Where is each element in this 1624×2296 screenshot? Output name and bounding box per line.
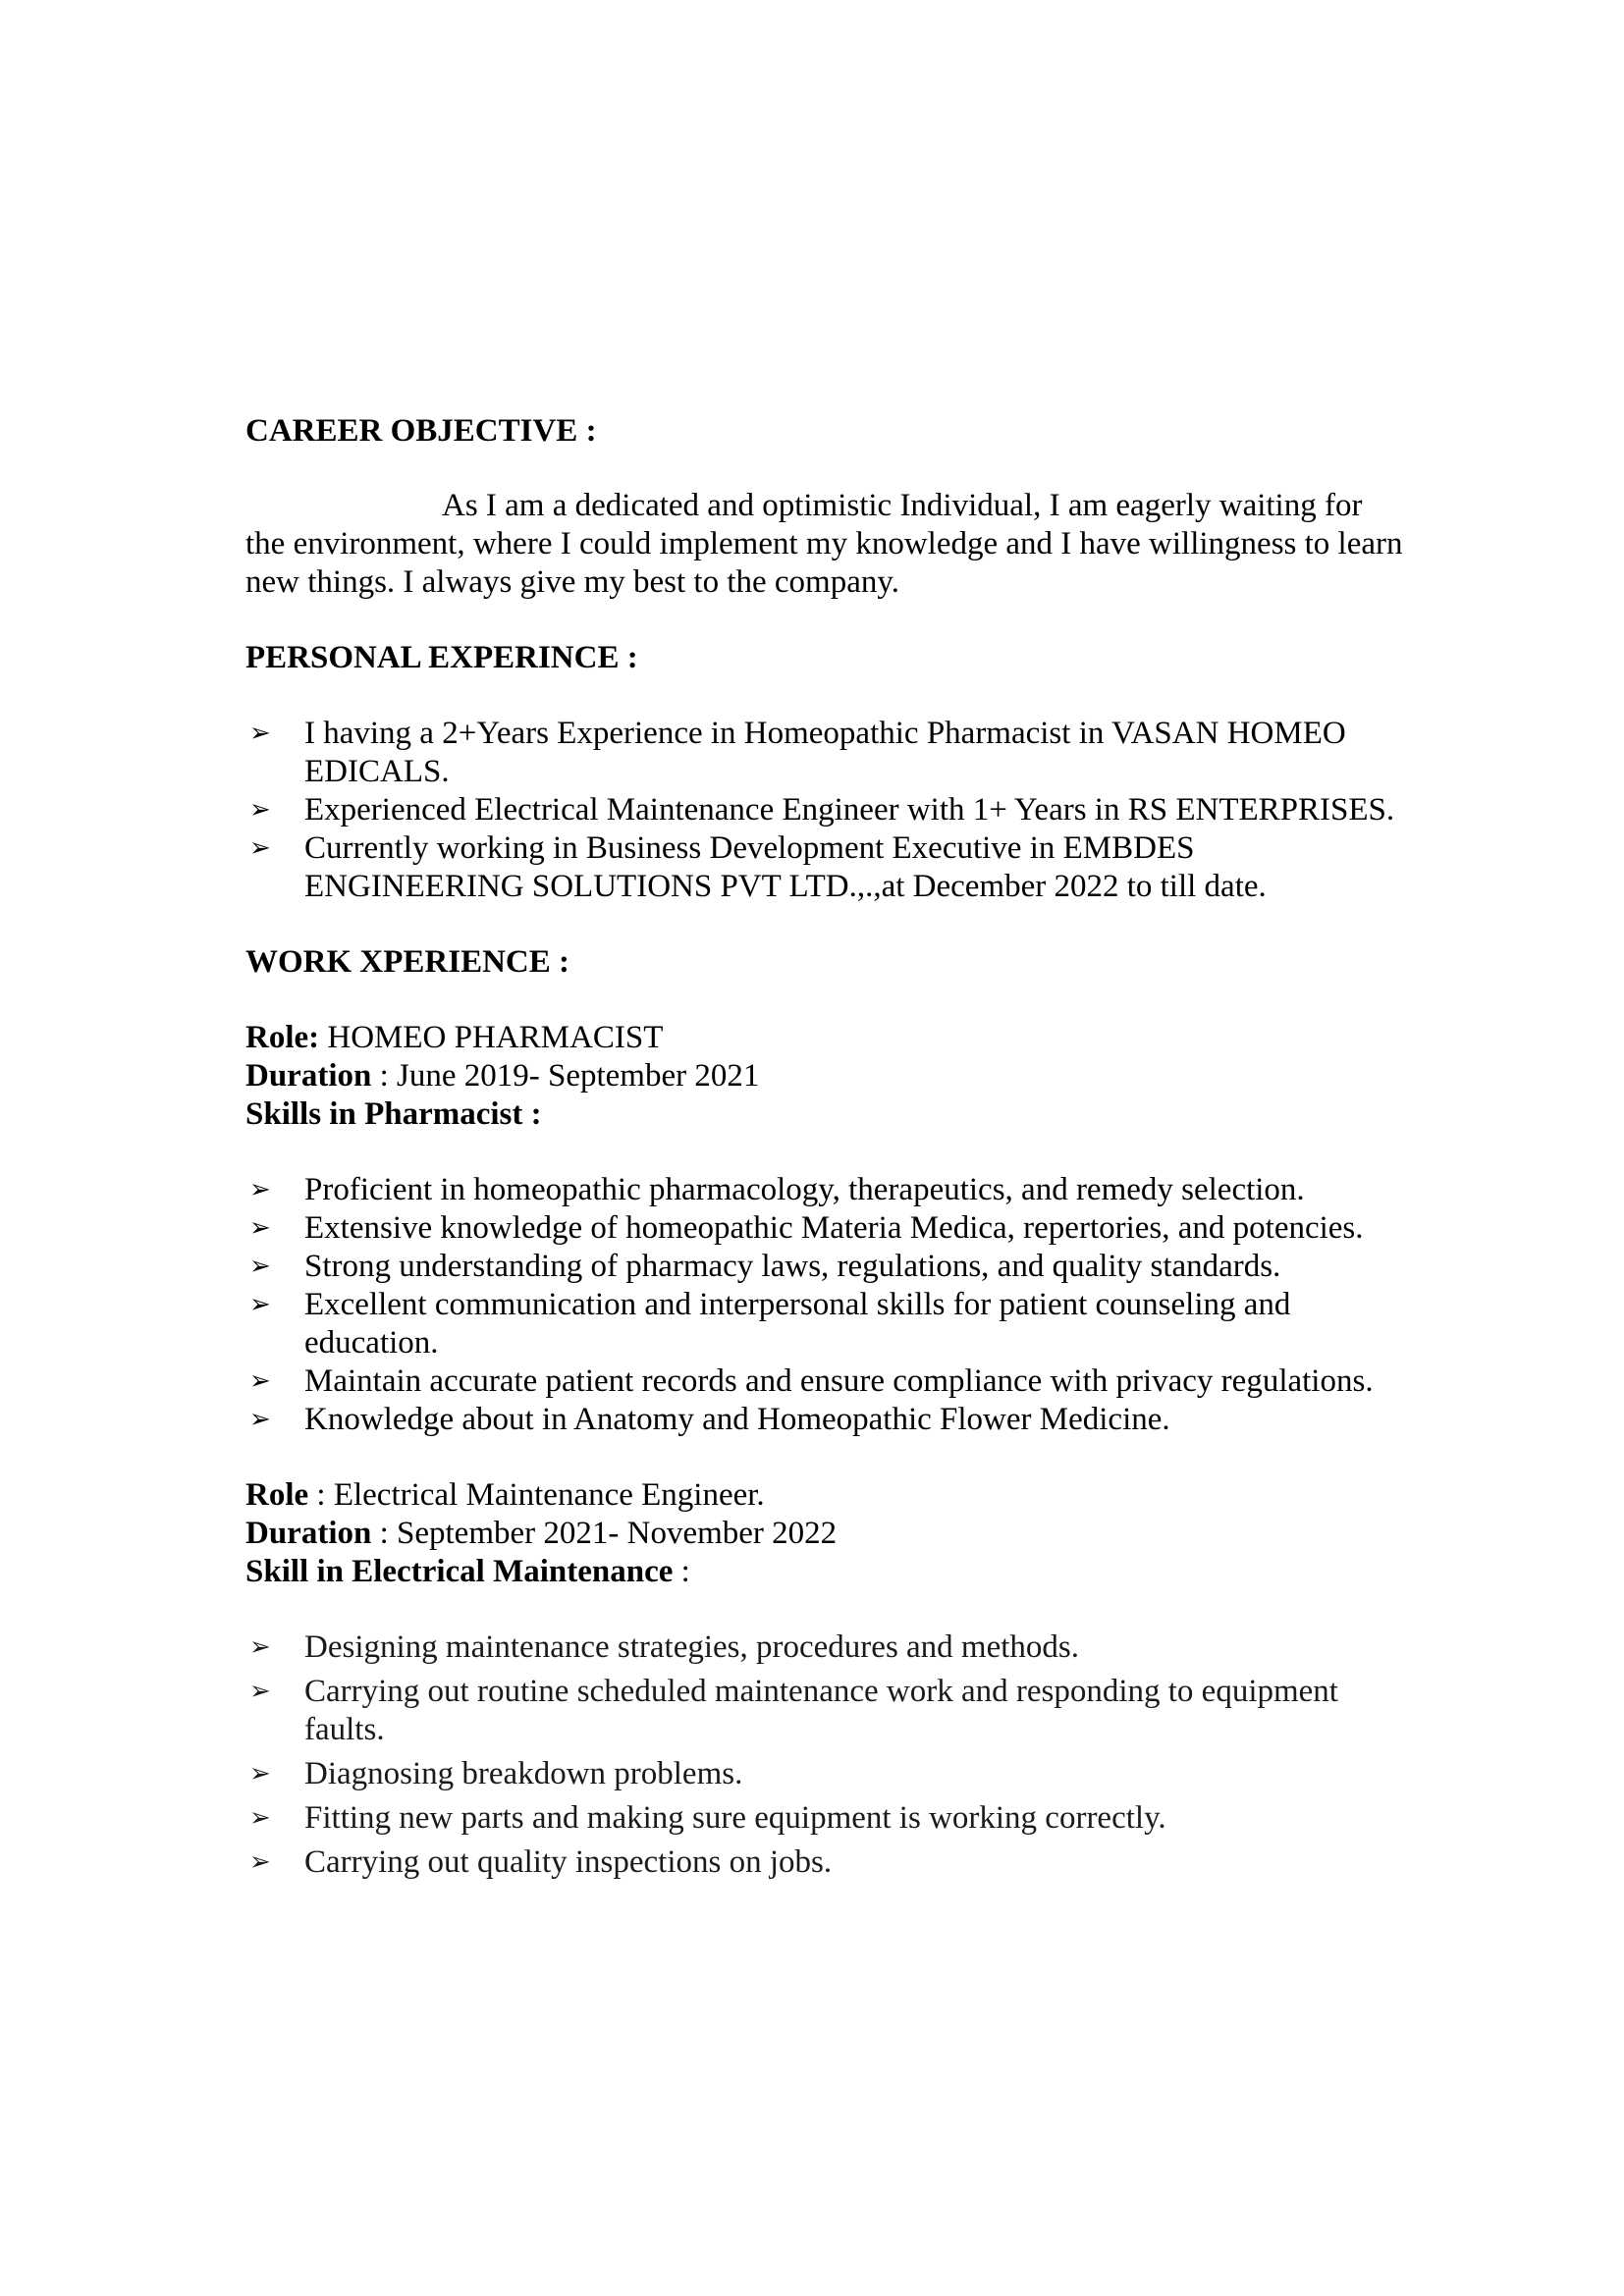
list-item — [245, 1401, 1404, 1439]
role-value: : Electrical Maintenance Engineer. — [308, 1477, 765, 1513]
list-item-text: Strong understanding of pharmacy laws, regulations, and quality standards. — [304, 1249, 1281, 1284]
list-item — [245, 1248, 1404, 1286]
list-item-text: Currently working in Business Development Executive in EMBDES ENGINEERING SOLUTIONS PVT LTD.,.,at December 2022 to till date. — [304, 830, 1267, 904]
list-item-text: Extensive knowledge of homeopathic Materia Medica, repertories, and potencies. — [304, 1210, 1364, 1246]
arrow-bullet-icon: ➢ — [249, 719, 271, 748]
list-item-text: Diagnosing breakdown problems. — [304, 1756, 743, 1791]
skills-heading-suffix: : — [673, 1554, 690, 1589]
list-item — [245, 1629, 1404, 1667]
list-item — [245, 1799, 1404, 1838]
arrow-bullet-icon: ➢ — [249, 1252, 271, 1281]
list-item — [245, 1362, 1404, 1401]
list-item-text: I having a 2+Years Experience in Homeopathic Pharmacist in VASAN HOMEO EDICALS. — [304, 716, 1346, 789]
pharmacist-skills-list — [245, 1171, 1404, 1439]
arrow-bullet-icon: ➢ — [249, 833, 271, 863]
arrow-bullet-icon: ➢ — [249, 1366, 271, 1396]
list-item-text: Maintain accurate patient records and ensure compliance with privacy regulations. — [304, 1363, 1374, 1399]
list-item — [245, 829, 1404, 906]
list-item — [245, 1843, 1404, 1882]
list-item — [245, 1755, 1404, 1793]
personal-experience-list — [245, 715, 1404, 906]
electrical-skills-list — [245, 1629, 1404, 1882]
arrow-bullet-icon: ➢ — [249, 1290, 271, 1319]
list-item — [245, 1286, 1404, 1362]
pharmacist-role — [245, 1019, 1404, 1057]
arrow-bullet-icon: ➢ — [249, 1759, 271, 1789]
pharmacist-role-block — [245, 1019, 1404, 1134]
list-item-text: Excellent communication and interpersonal skills for patient counseling and education. — [304, 1287, 1291, 1361]
electrical-role-block — [245, 1476, 1404, 1591]
skills-heading-label: Skill in Electrical Maintenance — [245, 1554, 674, 1589]
electrical-skills-heading — [245, 1553, 1404, 1591]
duration-label: Duration — [245, 1516, 372, 1551]
career-objective-text: As I am a dedicated and optimistic Individual, I am eagerly waiting for the environment, where I could implement my knowledge and I have willingness to learn new things. I always give my best to the company. — [245, 488, 1403, 600]
list-item-text: Fitting new parts and making sure equipment is working correctly. — [304, 1800, 1166, 1836]
role-label: Role: — [245, 1020, 320, 1055]
list-item-text: Experienced Electrical Maintenance Engineer with 1+ Years in RS ENTERPRISES. — [304, 792, 1395, 828]
list-item — [245, 1171, 1404, 1209]
personal-experience-heading: PERSONAL EXPERINCE : — [245, 640, 638, 675]
list-item-text: Carrying out quality inspections on jobs. — [304, 1844, 833, 1880]
arrow-bullet-icon: ➢ — [249, 1847, 271, 1877]
arrow-bullet-icon: ➢ — [249, 1632, 271, 1662]
electrical-role — [245, 1476, 1404, 1515]
electrical-duration — [245, 1515, 1404, 1553]
arrow-bullet-icon: ➢ — [249, 1175, 271, 1204]
arrow-bullet-icon: ➢ — [249, 1213, 271, 1243]
role-label: Role — [245, 1477, 309, 1513]
role-value: HOMEO PHARMACIST — [319, 1020, 664, 1055]
work-experience-heading: WORK XPERIENCE : — [245, 944, 570, 980]
duration-label: Duration — [245, 1058, 372, 1094]
list-item — [245, 1209, 1404, 1248]
pharmacist-skills-heading: Skills in Pharmacist : — [245, 1096, 542, 1132]
duration-value: : September 2021- November 2022 — [371, 1516, 838, 1551]
list-item-text: Knowledge about in Anatomy and Homeopathic Flower Medicine. — [304, 1402, 1170, 1437]
career-objective-heading: CAREER OBJECTIVE : — [245, 413, 597, 449]
list-item-text: Designing maintenance strategies, procedures and methods. — [304, 1629, 1080, 1665]
arrow-bullet-icon: ➢ — [249, 1803, 271, 1833]
list-item-text: Proficient in homeopathic pharmacology, therapeutics, and remedy selection. — [304, 1172, 1305, 1207]
list-item — [245, 1673, 1404, 1749]
list-item — [245, 791, 1404, 829]
duration-value: : June 2019- September 2021 — [371, 1058, 760, 1094]
arrow-bullet-icon: ➢ — [249, 1405, 271, 1434]
list-item — [245, 715, 1404, 791]
pharmacist-duration — [245, 1057, 1404, 1095]
resume-page — [245, 412, 1404, 1888]
arrow-bullet-icon: ➢ — [249, 795, 271, 825]
arrow-bullet-icon: ➢ — [249, 1677, 271, 1706]
list-item-text: Carrying out routine scheduled maintenance work and responding to equipment faults. — [304, 1674, 1338, 1747]
